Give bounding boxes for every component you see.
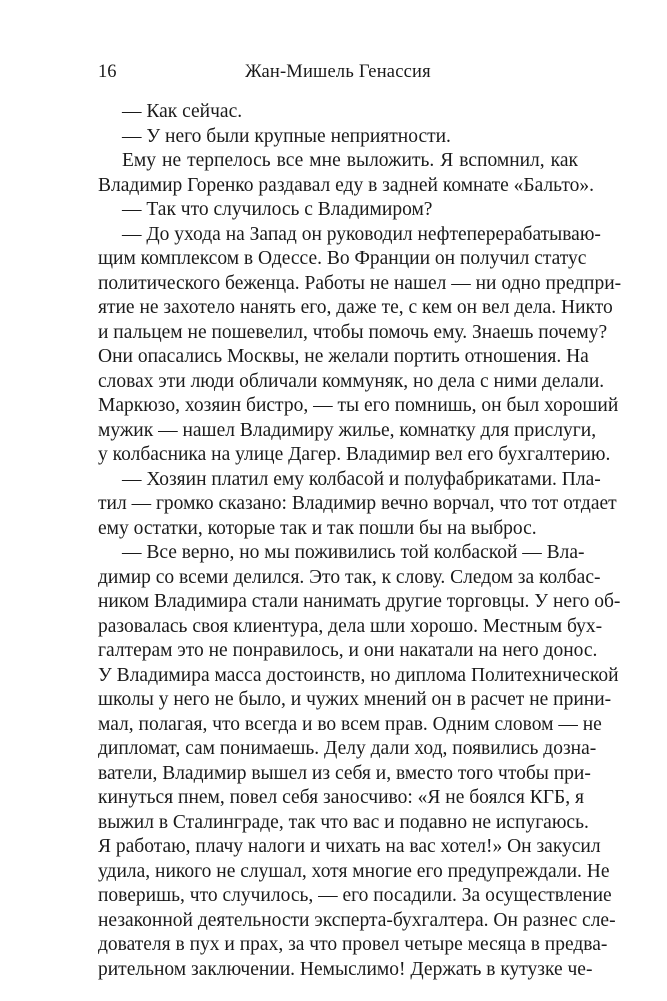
text-line: кинуться пнем, повел себя заносчиво: «Я не боялся КГБ, я	[98, 787, 584, 808]
running-head-author: Жан-Мишель Генассия	[245, 62, 431, 82]
text-line: — Так что случилось с Владимиром?	[122, 199, 433, 220]
text-line: ником Владимира стали нанимать другие торговцы. У него об-	[98, 591, 621, 612]
text-line: Владимир Горенко раздавал еду в задней комнате «Бальто».	[98, 174, 594, 196]
text-line: дипломат, сам понимаешь. Делу дали ход, появились дозна-	[98, 738, 597, 759]
page-number: 16	[98, 62, 117, 82]
text-line: галтерам это не понравилось, и они накатали на него донос.	[98, 640, 598, 661]
text-line: поверишь, что случилось, — его посадили. За осуществление	[98, 885, 612, 906]
text-line: щим комплексом в Одессе. Во Франции он получил статус	[98, 248, 587, 269]
text-line: — У него были крупные неприятности.	[122, 125, 451, 147]
text-line: мал, полагая, что всегда и во всем прав. Одним словом — не	[98, 713, 602, 735]
page-header	[98, 62, 578, 86]
text-line: — Как сейчас.	[122, 101, 243, 122]
text-line: димир со всеми делился. Это так, к слову. Следом за колбас-	[98, 566, 601, 588]
text-line: у колбасника на улице Дагер. Владимир вел его бухгалтерию.	[98, 444, 611, 465]
text-line: выжил в Сталинграде, так что вас и подавно не испугаюсь.	[98, 811, 589, 833]
text-line: — Все верно, но мы поживились той колбаской — Вла-	[122, 542, 585, 563]
text-line: незаконной деятельности эксперта-бухгалтера. Он разнес сле-	[98, 909, 616, 931]
text-line: ватели, Владимир вышел из себя и, вместо того чтобы при-	[98, 762, 591, 784]
text-line: — До ухода на Запад он руководил нефтеперерабатываю-	[122, 223, 601, 245]
text-line: У Владимира масса достоинств, но диплома Политехнической	[98, 664, 619, 686]
text-line: удила, никого не слушал, хотя многие его предупреждали. Не	[98, 860, 610, 882]
body-text	[98, 100, 622, 982]
text-line: дователя в пух и прах, за что провел четыре месяца в предва-	[98, 934, 608, 955]
text-line: рительном заключении. Немыслимо! Держать в кутузке че-	[98, 958, 593, 980]
text-line: ятие не захотело нанять его, даже те, с кем он вел дела. Никто	[98, 297, 613, 318]
text-line: Маркюзо, хозяин бистро, — ты его помнишь, он был хороший	[98, 395, 619, 416]
text-line: разовалась своя клиентура, дела шли хорошо. Местным бух-	[98, 615, 603, 637]
text-line: школы у него не было, и чужих мнений он в расчет не прини-	[98, 689, 612, 710]
text-line: тил — громко сказано: Владимир вечно ворчал, что тот отдает	[98, 493, 617, 514]
text-line: Ему не терпелось все мне выложить. Я вспомнил, как	[122, 150, 578, 171]
text-line: словах эти люди обличали коммуняк, но дела с ними делали.	[98, 370, 605, 392]
text-line: и пальцем не пошевелил, чтобы помочь ему. Знаешь почему?	[98, 321, 608, 343]
text-line: ему остатки, которые так и так пошли бы на выброс.	[98, 517, 537, 539]
text-line: Я работаю, плачу налоги и чихать на вас хотел!» Он закусил	[98, 836, 601, 857]
text-line: политического беженца. Работы не нашел — ни одно предпри-	[98, 272, 622, 294]
text-line: Они опасались Москвы, не желали портить отношения. На	[98, 346, 589, 367]
text-line: — Хозяин платил ему колбасой и полуфабрикатами. Пла-	[122, 468, 601, 490]
text-line: мужик — нашел Владимиру жилье, комнатку для прислуги,	[98, 419, 597, 441]
